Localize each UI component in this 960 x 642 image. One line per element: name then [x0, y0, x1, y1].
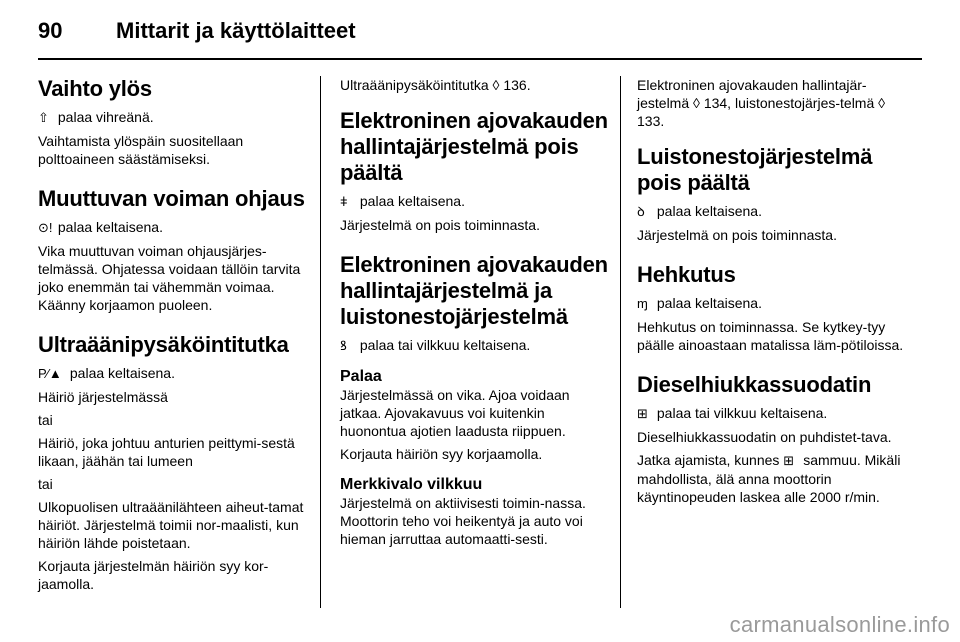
paragraph: Järjestelmä on pois toiminnasta.	[637, 227, 837, 243]
paragraph: ꝺ palaa keltaisena.	[637, 203, 762, 219]
upshift-arrow-icon: ⇧	[38, 110, 49, 125]
cross-reference: Ultraäänipysäköintitutka ◊ 136.	[340, 77, 531, 93]
column-1	[38, 76, 306, 598]
page-header	[38, 18, 922, 52]
paragraph: ⊞ palaa tai vilkkuu keltaisena.	[637, 405, 828, 421]
section-title-tc-off: Luistonestojärjestelmä pois päältä	[637, 144, 873, 195]
section-title-dpf: Dieselhiukkassuodatin	[637, 372, 872, 397]
paragraph: ꝸ palaa tai vilkkuu keltaisena.	[340, 337, 531, 353]
paragraph: Ulkopuolisen ultraäänilähteen aiheut-tamat häiriöt. Järjestelmä toimii nor-maalisti, kun häiriön lähde poistetaan.	[38, 499, 304, 551]
steering-warning-icon: ⊙!	[38, 220, 53, 235]
watermark: carmanualsonline.info	[729, 612, 950, 637]
esc-off-icon: ǂ	[340, 194, 348, 209]
column-divider	[320, 76, 321, 608]
diesel-particulate-filter-icon: ⊞	[783, 453, 795, 468]
section-title-glow: Hehkutus	[637, 262, 736, 287]
paragraph: ǂ palaa keltaisena.	[340, 193, 465, 209]
page-title: Mittarit ja käyttölaitteet	[116, 18, 356, 43]
paragraph: P⁄▲ palaa keltaisena.	[38, 365, 175, 381]
column-3	[637, 76, 907, 511]
section-title-upshift: Vaihto ylös	[38, 76, 152, 101]
paragraph: ɱ palaa keltaisena.	[637, 295, 762, 311]
paragraph: Dieselhiukkassuodatin on puhdistet-tava.	[637, 429, 892, 445]
subsection-title-flashing: Merkkivalo vilkkuu	[340, 476, 483, 493]
section-title-esc-off: Elektroninen ajovakauden hallintajärjestelmä pois päältä	[340, 108, 608, 185]
subsection-title-on: Palaa	[340, 368, 382, 385]
section-title-esc: Elektroninen ajovakauden hallintajärjestelmä ja luistonestojärjestelmä	[340, 252, 608, 329]
esc-icon: ꝸ	[340, 338, 347, 353]
paragraph: Hehkutus on toiminnassa. Se kytkey-tyy päälle ainoastaan matalissa läm-pötiloissa.	[637, 319, 904, 353]
paragraph: ⇧ palaa vihreänä.	[38, 109, 154, 125]
diesel-particulate-filter-icon: ⊞	[637, 406, 648, 421]
column-divider	[620, 76, 621, 608]
paragraph: Korjauta järjestelmän häiriön syy kor-jaamolla.	[38, 558, 269, 592]
paragraph: Järjestelmä on aktiivisesti toimin-nassa. Moottorin teho voi heikentyä ja auto voi hieman jarruttaa automaatti-sesti.	[340, 495, 586, 547]
section-title-parking: Ultraäänipysäköintitutka	[38, 332, 289, 357]
paragraph: tai	[38, 476, 53, 492]
glow-plug-icon: ɱ	[637, 296, 648, 311]
paragraph: Vika muuttuvan voiman ohjausjärjes-telmässä. Ohjatessa voidaan tällöin tarvita joko enemmän tai vähemmän voimaa. Käänny korjaamon puoleen.	[38, 243, 301, 313]
page-number: 90	[38, 18, 63, 43]
column-2	[340, 76, 608, 553]
paragraph: Korjauta häiriön syy korjaamolla.	[340, 446, 543, 462]
paragraph: Järjestelmä on pois toiminnasta.	[340, 217, 540, 233]
paragraph: ⊙! palaa keltaisena.	[38, 219, 163, 235]
paragraph: Järjestelmässä on vika. Ajoa voidaan jatkaa. Ajovakavuus voi kuitenkin huonontua ajotien laadusta riippuen.	[340, 387, 570, 439]
section-title-steering: Muuttuvan voiman ohjaus	[38, 186, 305, 211]
paragraph: Häiriö, joka johtuu anturien peittymi-sestä likaan, jäähän tai lumeen	[38, 435, 295, 469]
cross-reference: Elektroninen ajovakauden hallintajär-jestelmä ◊ 134, luistonestojärjes-telmä ◊ 133.	[637, 77, 886, 129]
traction-control-off-icon: ꝺ	[637, 204, 645, 219]
paragraph: Vaihtamista ylöspäin suositellaan polttoaineen säästämiseksi.	[38, 133, 244, 167]
parking-sensor-icon: P⁄▲	[38, 366, 62, 381]
header-rule	[38, 58, 922, 60]
paragraph: Jatka ajamista, kunnes ⊞ sammuu. Mikäli mahdollista, älä anna moottorin käyntinopeuden laskea alle 2000 r/min.	[637, 452, 901, 505]
paragraph: Häiriö järjestelmässä	[38, 389, 168, 405]
paragraph: tai	[38, 412, 53, 428]
